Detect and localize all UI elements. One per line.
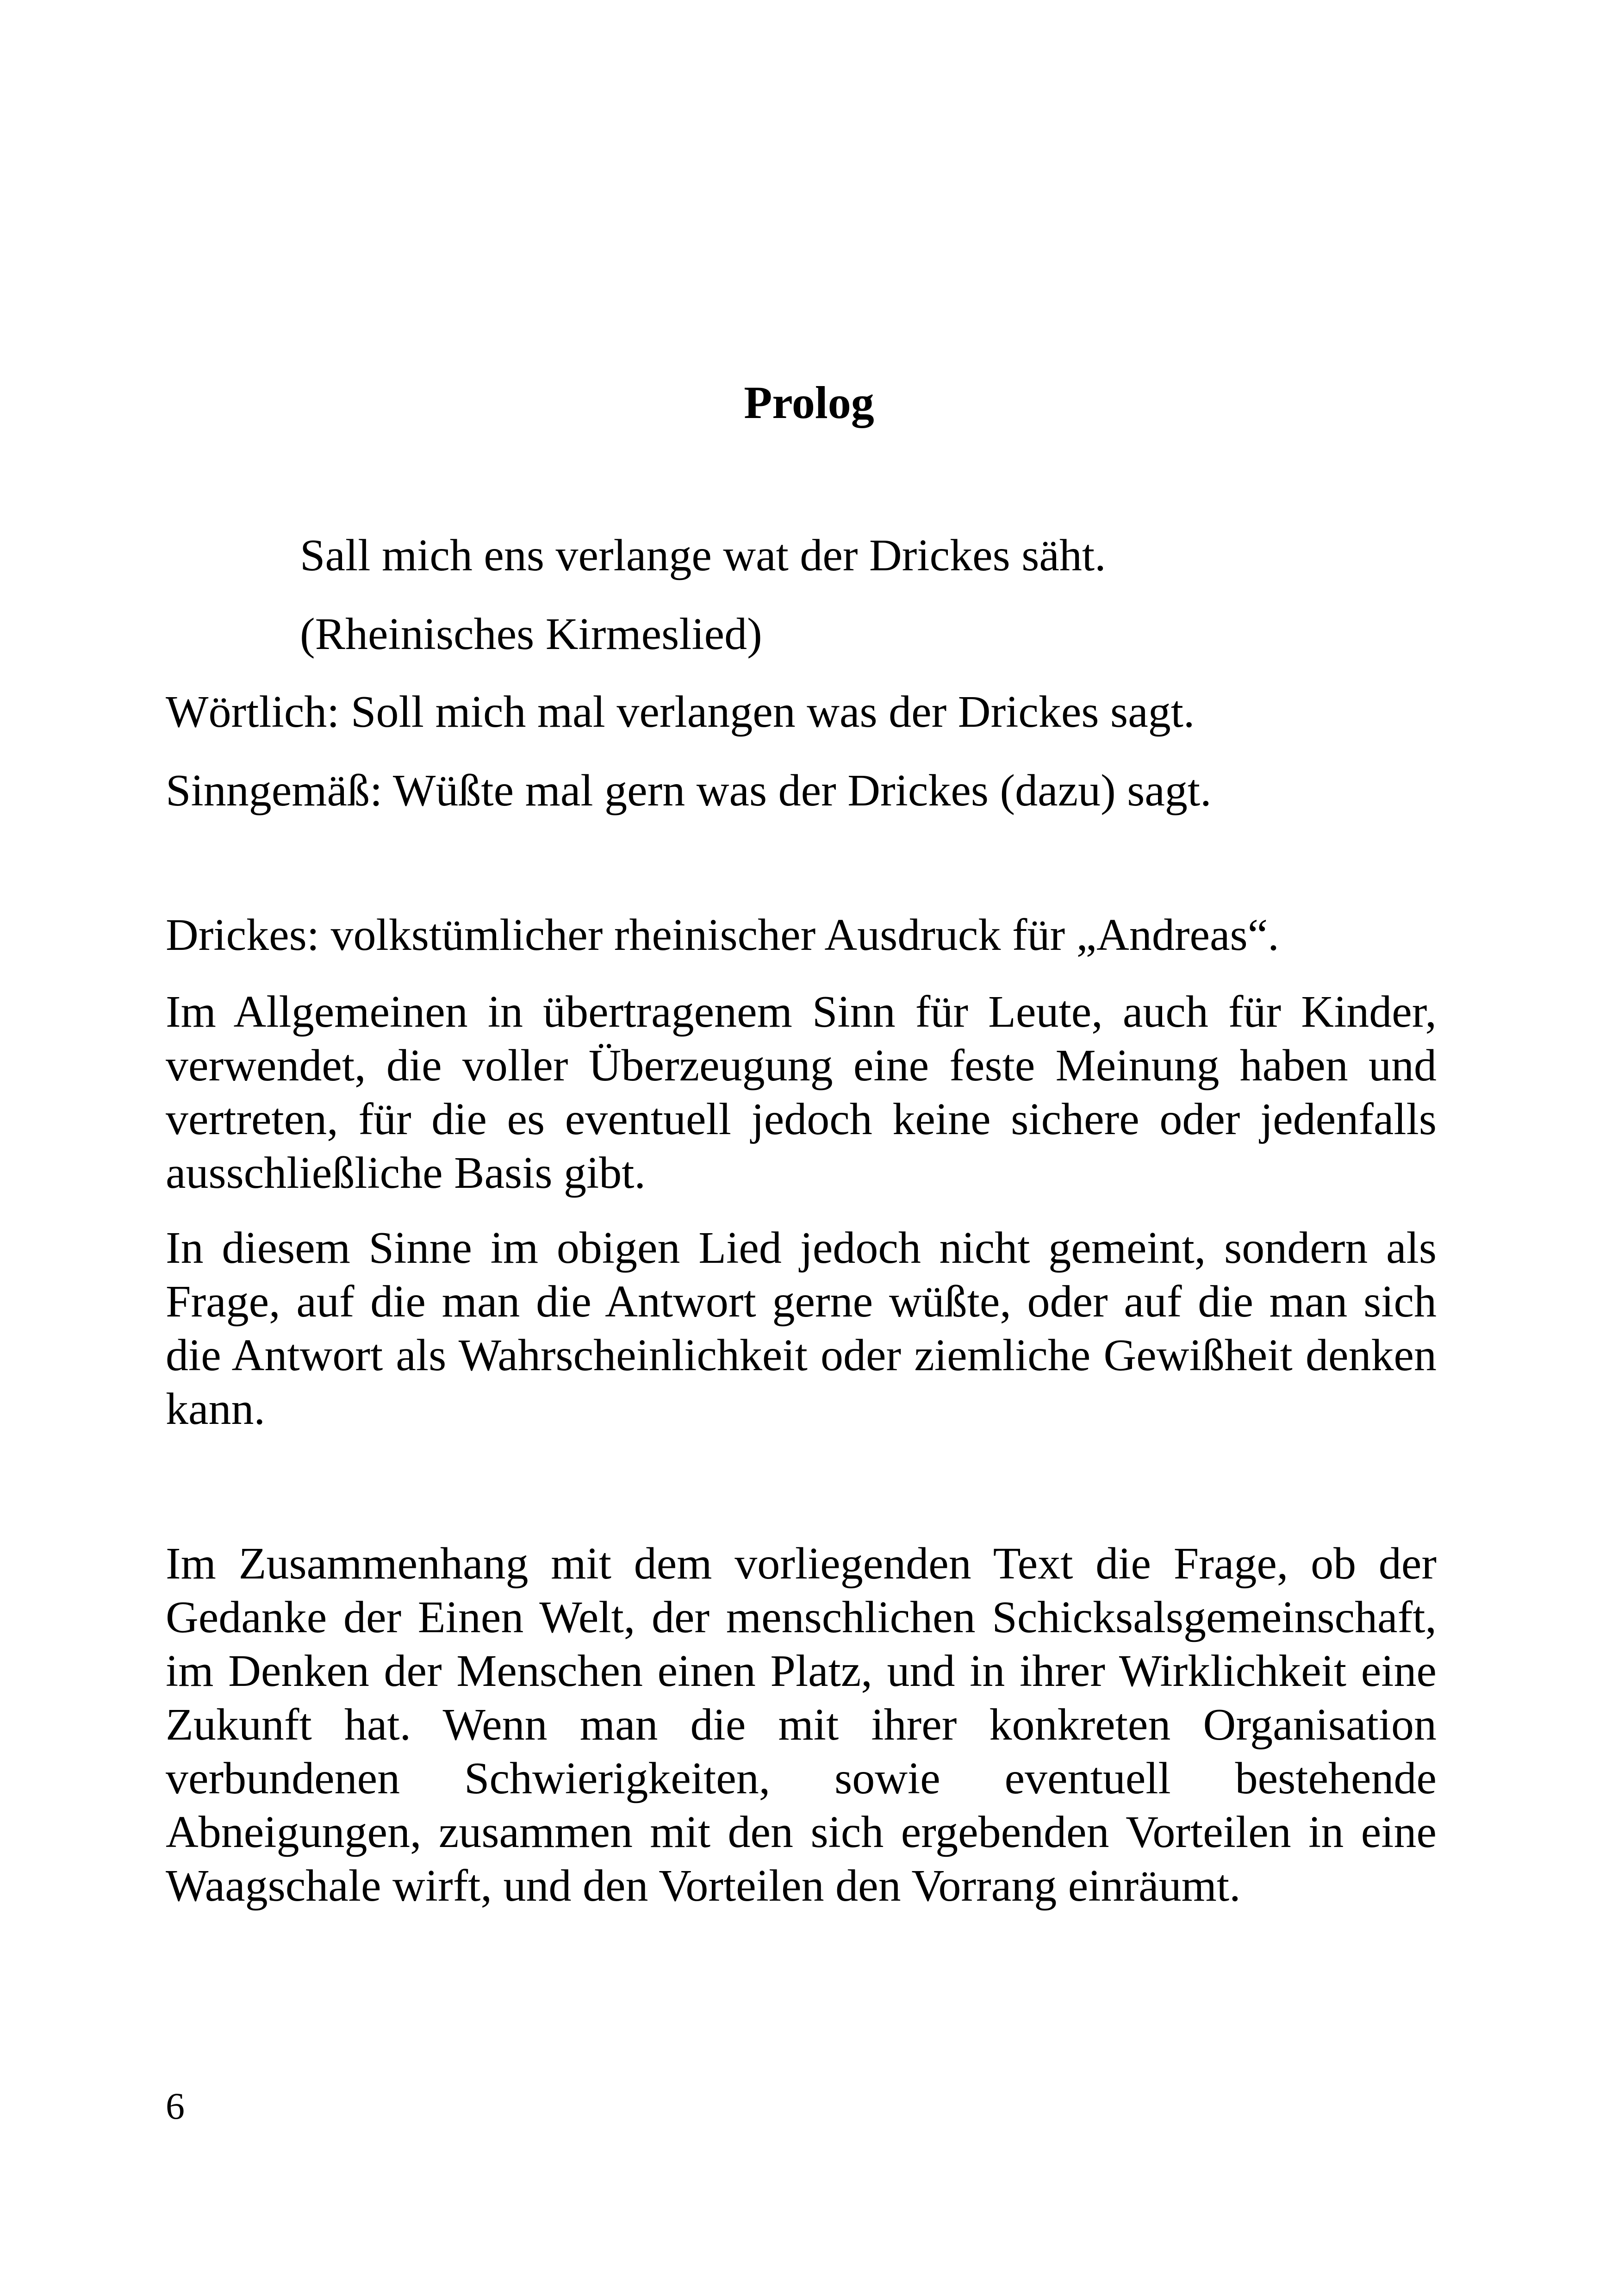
page-number: 6	[166, 2085, 185, 2127]
paragraph-song-meaning: In diesem Sinne im obigen Lied jedoch nicht gemeint, sondern als Frage, auf die man die Antwort gerne wüßte, oder auf die man sich die Antwort als Wahrscheinlichkeit oder ziemliche Gewißheit denken kann.	[166, 1223, 1437, 1434]
epigraph-line: Sall mich ens verlange wat der Drickes säht.	[300, 530, 1106, 580]
paragraph-usage: Im Allgemeinen in übertragenem Sinn für Leute, auch für Kinder, verwendet, die voller Überzeugung eine feste Meinung haben und vertreten, für die es eventuell jedoch keine sichere oder jedenfalls ausschließliche Basis gibt.	[166, 987, 1437, 1198]
literal-translation: Wörtlich: Soll mich mal verlangen was der Drickes sagt.	[166, 687, 1195, 737]
meaning-translation: Sinngemäß: Wüßte mal gern was der Drickes (dazu) sagt.	[166, 766, 1212, 816]
page-title: Prolog	[744, 377, 874, 428]
paragraph-context: Im Zusammenhang mit dem vorliegenden Text die Frage, ob der Gedanke der Einen Welt, der menschlichen Schicksalsgemeinschaft, im Denken der Menschen einen Platz, und in ihrer Wirklichkeit eine Zukunft hat. Wenn man die mit ihrer konkreten Organisation verbundenen Schwierigkeiten, sowie eventuell bestehende Abneigungen, zusammen mit den sich ergebenden Vorteilen in eine Waagschale wirft, und den Vorteilen den Vorrang einräumt.	[166, 1539, 1437, 1911]
epigraph-source: (Rheinisches Kirmeslied)	[300, 609, 762, 659]
definition-line: Drickes: volkstümlicher rheinischer Ausdruck für „Andreas“.	[166, 910, 1279, 960]
